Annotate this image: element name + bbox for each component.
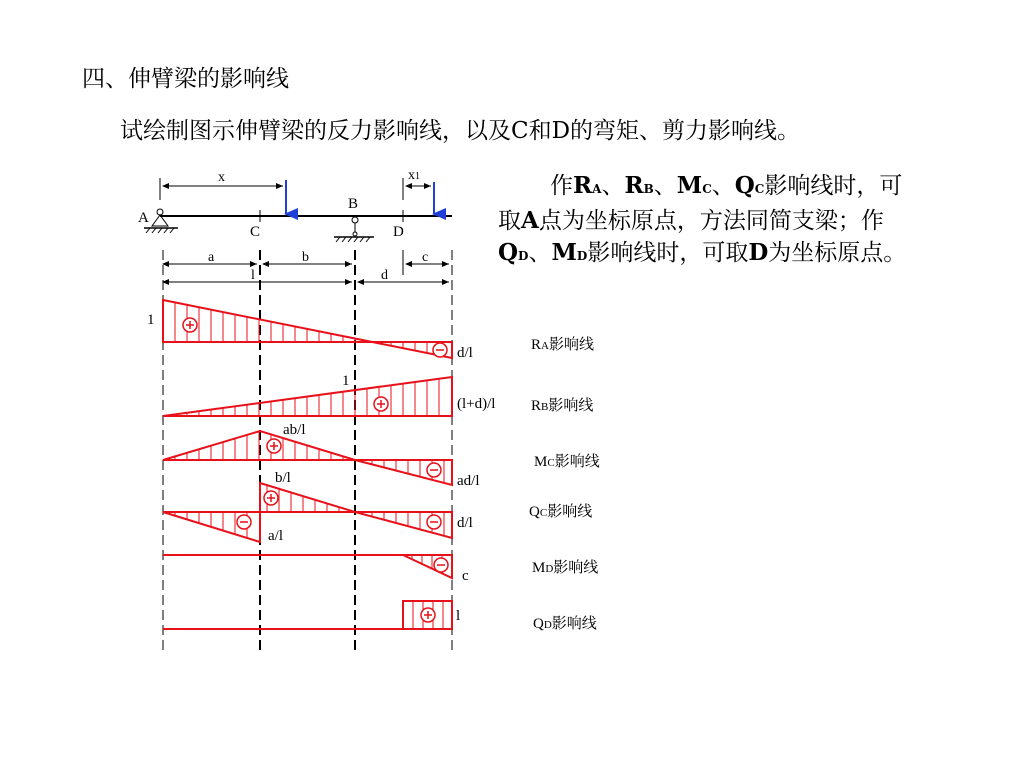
label-d: D — [393, 224, 404, 240]
md-right-value: c — [462, 568, 469, 584]
md-title: MD影响线 — [532, 560, 599, 576]
ra-left-value: 1 — [147, 312, 155, 328]
rb-title: RB影响线 — [531, 398, 594, 414]
mc-title: MC影响线 — [534, 454, 600, 470]
qc-title: QC影响线 — [529, 504, 593, 520]
qc-bottom-value: a/l — [268, 528, 283, 544]
label-a: A — [138, 210, 149, 226]
section-heading: 四、伸臂梁的影响线 — [82, 66, 289, 92]
mc-right-value: ad/l — [457, 473, 480, 489]
support-a-icon — [144, 209, 178, 233]
dim-x1-label: x1 — [408, 168, 420, 183]
label-c: C — [250, 224, 261, 240]
dim-l-label: l — [251, 268, 255, 283]
label-b: B — [348, 196, 359, 212]
task-statement: 试绘制图示伸臂梁的反力影响线，以及C和D的弯矩、剪力影响线。 — [120, 118, 801, 144]
influence-diagrams — [163, 300, 452, 629]
mc-pos-hatching — [175, 431, 343, 460]
diagram-labels — [147, 312, 600, 632]
dim-d-label: d — [381, 268, 388, 283]
rb-right-value: (l+d)/l — [457, 396, 496, 412]
dim-a-label: a — [208, 250, 215, 265]
mc-peak-value: ab/l — [283, 422, 306, 438]
ra-title: RA影响线 — [531, 337, 594, 353]
dim-x-label: x — [218, 170, 225, 185]
beam-schematic — [138, 168, 452, 283]
qd-right-value: l — [456, 608, 461, 624]
rb-mid-value: 1 — [342, 373, 350, 389]
ra-right-value: d/l — [457, 345, 473, 361]
qd-title: QD影响线 — [533, 616, 597, 632]
support-b-icon — [334, 217, 374, 242]
dim-c-label: c — [422, 250, 429, 265]
dim-b-label: b — [302, 250, 309, 265]
qc-right-value: d/l — [457, 515, 473, 531]
qc-outline — [163, 483, 452, 542]
qc-top-value: b/l — [275, 470, 291, 486]
method-note: 作RA、RB、MC、QC影响线时，可 取A点为坐标原点，方法同简支梁；作 QD、MD影响线时，可取D为坐标原点。 — [498, 172, 907, 266]
